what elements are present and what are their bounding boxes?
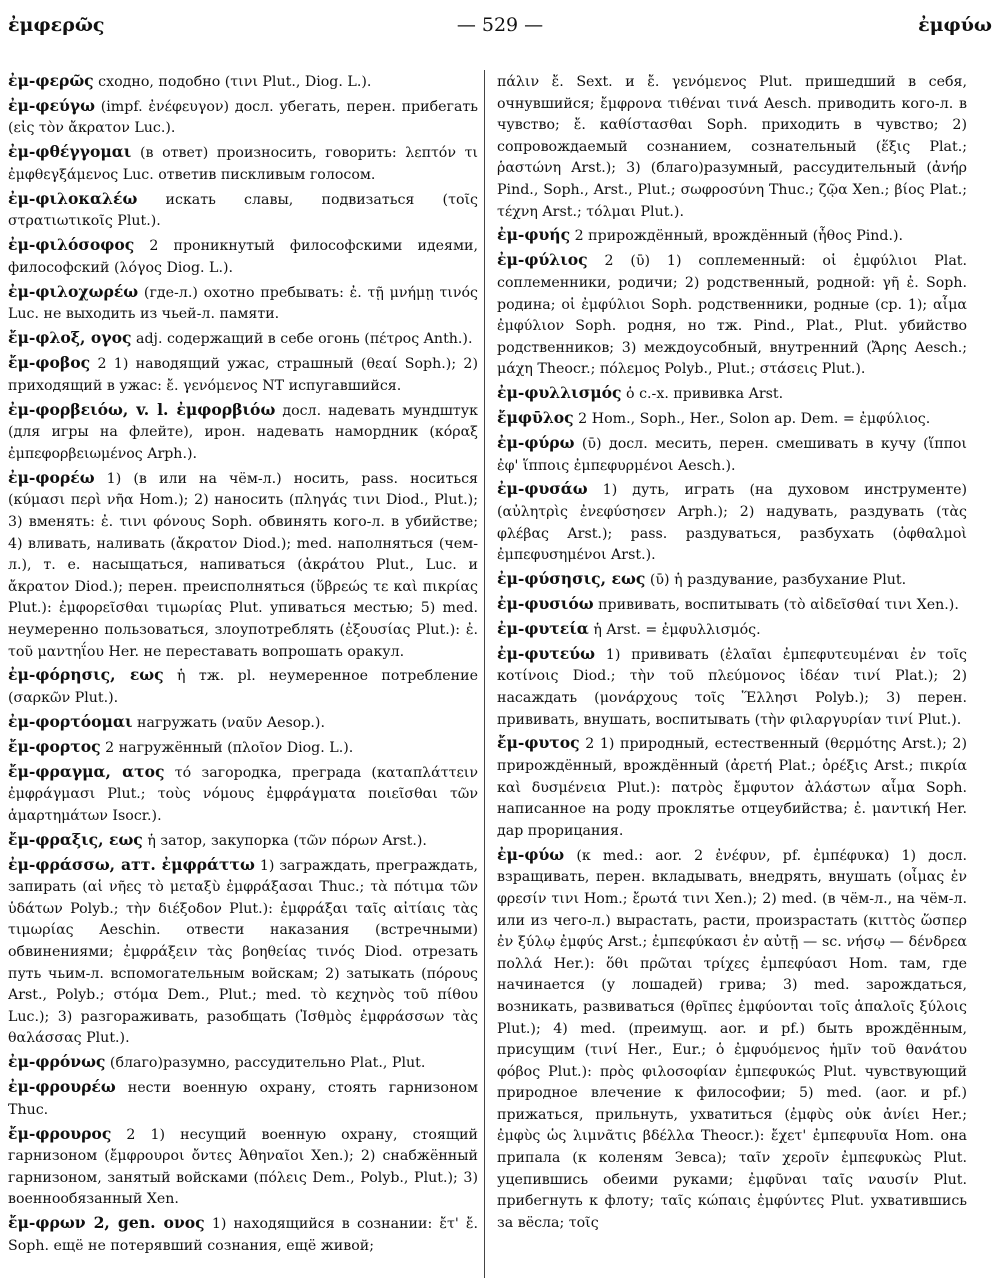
entry-headword: ἐμ-φιλοκαλέω <box>8 188 138 208</box>
entry-headword: ἔμφῡλος <box>497 408 574 428</box>
entry-headword: ἔμ-φρουρος <box>8 1123 112 1143</box>
dictionary-entry <box>497 844 967 1235</box>
dictionary-entry <box>497 618 967 642</box>
entry-headword: ἐμ-φιλοχωρέω <box>8 281 139 301</box>
entry-headword: ἐμ-φορτόομαι <box>8 711 133 731</box>
dictionary-entry <box>8 1076 478 1121</box>
entry-definition: нести военную охрану, стоять гарнизоном Thuc. <box>8 1080 478 1118</box>
entry-headword: ἐμ-φιλόσοφος <box>8 235 135 255</box>
dictionary-entry <box>8 761 478 828</box>
dictionary-entry <box>497 643 967 731</box>
entry-definition: прививать, воспитывать (τὸ αἰδεῖσθαί τινι Xen.). <box>593 597 959 614</box>
dictionary-entry <box>497 249 967 381</box>
dictionary-entry <box>497 593 967 617</box>
entry-definition: 2 прирождённый, врождённый (ἦθος Pind.). <box>570 228 904 245</box>
dictionary-entry <box>8 352 478 397</box>
entry-definition: 2 нагружённый (πλοῖον Diog. L.). <box>100 739 354 756</box>
right-column <box>497 70 967 1278</box>
entry-definition: 2 (ῡ) 1) соплеменный: οἱ ἐμφύλιοι Plat. соплеменники, родичи; 2) родственный, родной: γῆ ἐ. Soph. родина; οἱ ἐμφύλιοι Soph. родственники, родные (ср. 1); αἷμα ἐμφύλιον Soph. родня, но тж. Pind., Plat., Plut. убийство родственников; 3) междоусобный, внутренний (Ἄρης Aesch.; μάχη Theocr.; πόλεμος Polyb., Plut.; στάσεις Plut.). <box>497 253 967 378</box>
dictionary-entry <box>497 382 967 406</box>
entry-definition: нагружать (ναῦν Aesop.). <box>132 714 325 731</box>
dictionary-entry <box>8 281 478 326</box>
entry-definition: (в ответ) произносить, говорить: λεπτόν τι ἐμφθεγξάμενος Luc. ответив пискливым голосом. <box>8 145 478 183</box>
entry-headword: ἔμ-φραγμα, ατος <box>8 761 165 781</box>
entry-definition: 2 проникнутый философскими идеями, философский (λόγος Diog. L.). <box>8 238 478 276</box>
entry-definition: 2 1) несущий военную охрану, стоящий гарнизоном (ἔμφρουροι ὄντες Ἀθηναῖοι Xen.); 2) снабжённый гарнизоном, занятый войсками (πόλεις Dem., Polyb., Plut.); 3) военнообязанный Xen. <box>8 1126 478 1208</box>
entry-headword: ἐμ-φρόνως <box>8 1052 106 1072</box>
entry-headword: ἐμ-φυτεία <box>497 618 589 638</box>
entry-definition: adj. содержащий в себе огонь (πέτρος Anth.). <box>131 331 473 348</box>
entry-definition: 1) прививать (ἐλαῖαι ἐμπεφυτευμέναι ἐν τοῖς κοτίνοις Diod.; τὴν τοῦ πλεύμονος ἰδέαν τινί Plat.); 2) насаждать (μονάρχους τοῖς Ἕλλησι Polyb.); 3) перен. прививать, внушать, воспитывать (τὴν φιλαργυρίαν τινί Plut.). <box>497 646 967 728</box>
entry-definition: 1) находящийся в сознании: ἔτ' ἔ. Soph. ещё не потерявший сознания, ещё живой; <box>8 1216 478 1254</box>
dictionary-entry <box>497 70 967 223</box>
entry-definition: ἡ затор, закупорка (τῶν πόρων Arst.). <box>142 832 427 849</box>
header-left-word: ἐμφερῶς <box>8 14 105 36</box>
entry-headword: ἐμ-φράσσω, атт. ἐμφράττω <box>8 854 255 874</box>
entry-definition: τό загородка, преграда (καταπλάττειν ἐμφράγμασι Plut.; τοὺς νόμους ἐμφράγματα ποιεῖσθαι τῶν ἁμαρτημάτων Isocr.). <box>8 764 478 824</box>
dictionary-entry <box>497 568 967 592</box>
dictionary-entry <box>8 95 478 140</box>
dictionary-entry <box>8 1123 478 1211</box>
entry-headword: ἐμ-φυσάω <box>497 479 588 499</box>
page-header <box>8 14 992 44</box>
entry-headword: ἐμ-φύσησις, εως <box>497 569 646 589</box>
entry-definition: (где-л.) охотно пребывать: ἐ. τῇ μνήμῃ τινός Luc. не выходить из чьей-л. памяти. <box>8 284 478 323</box>
entry-headword: ἔμ-φραξις, εως <box>8 829 143 849</box>
dictionary-entry <box>8 1212 478 1257</box>
dictionary-entry <box>8 711 478 735</box>
dictionary-entry <box>8 141 478 186</box>
dictionary-entry <box>8 829 478 853</box>
entry-definition: (ῡ) ἡ раздувание, разбухание Plut. <box>645 572 907 589</box>
entry-definition: ὁ с.-х. прививка Arst. <box>621 386 784 403</box>
entry-definition: искать славы, подвизаться (τοῖς στρατιωτικοῖς Plut.). <box>8 191 478 230</box>
entry-definition: ἡ Arst. = ἐμφυλλισμός. <box>588 621 761 638</box>
dictionary-entry <box>497 224 967 248</box>
entry-headword: ἐμ-φυλλισμός <box>497 383 622 403</box>
entry-definition: 2 Hom., Soph., Her., Solon ap. Dem. = ἐμφύλιος. <box>573 411 931 428</box>
entry-definition: досл. надевать мундштук (для игры на флейте), ирон. надевать намордник (κόραξ ἐμπεφορβειωμένος Arph.). <box>8 402 478 462</box>
entry-headword: ἐμ-φυής <box>497 225 571 245</box>
dictionary-entry <box>8 736 478 760</box>
entry-definition: (ῡ) досл. месить, перен. смешивать в кучу (ἵπποι ἐφ' ἵπποις ἐμπεφυρμένοι Aesch.). <box>497 435 967 474</box>
dictionary-entry <box>497 732 967 842</box>
entry-headword: ἔμ-φυτος <box>497 733 580 753</box>
entry-definition: πάλιν ἔ. Sext. и ἔ. γενόμενος Plut. пришедший в себя, очнувшийся; ἔμφρονα τιθέναι τινά Aesch. приводить кого-л. в чувство; ἔ. καθίστασθαι Soph. приходить в чувство; 2) сопровождаемый сознанием, сознательный (ἕξις Plat.; ῥαστώνη Arst.); 3) (благо)разумный, рассудительный (ἀνήρ Pind., Soph., Arst., Plut.; σωφροσύνη Thuc.; ζῷα Xen.; βίος Plat.; τέχνη Arst.; τόλμαι Plut.). <box>497 74 967 220</box>
dictionary-entry <box>8 234 478 279</box>
entry-headword: ἐμ-φύλιος <box>497 250 588 270</box>
entry-headword: ἐμ-φθέγγομαι <box>8 142 132 162</box>
dictionary-entry <box>8 664 478 709</box>
entry-definition: 1) дуть, играть (на духовом инструменте) (αὐλητρὶς ἐνεφύσησεν Arph.); 2) надувать, раздувать (τὰς φλέβας Arst.); pass. раздуваться, разбухать (ὀφθαλμοὶ ἐμπεφυσημένοι Arst.). <box>497 482 967 564</box>
dictionary-entry <box>497 478 967 566</box>
dictionary-entry <box>497 407 967 431</box>
entry-headword: ἔμ-φρων 2, gen. ονος <box>8 1213 205 1233</box>
dictionary-entry <box>8 399 478 466</box>
entry-headword: ἐμ-φύω <box>497 844 565 864</box>
entry-headword: ἔμ-φλοξ, ογος <box>8 328 132 348</box>
entry-headword: ἐμ-φρουρέω <box>8 1077 116 1097</box>
dictionary-entry <box>8 467 478 663</box>
dictionary-entry <box>8 854 478 1050</box>
left-column <box>8 70 478 1278</box>
entry-headword: ἐμ-φυσιόω <box>497 594 594 614</box>
entry-headword: ἔμ-φορτος <box>8 736 101 756</box>
entry-headword: ἐμ-φύρω <box>497 432 575 452</box>
page-number: — 529 — <box>456 14 544 36</box>
entry-definition: сходно, подобно (τινι Plut., Diog. L.). <box>93 74 372 90</box>
entry-headword: ἐμ-φυτεύω <box>497 643 595 663</box>
entry-headword: ἐμ-φεύγω <box>8 95 95 115</box>
header-right-word: ἐμφύω <box>918 14 992 36</box>
entry-definition: 1) заграждать, преграждать, запирать (αἱ νῆες τὸ μεταξὺ ἐμφράξασαι Thuc.; τὰ πότιμα τῶν ὑδάτων Polyb.; τὴν διέξοδον Plut.): ἐμφράξαι ταῖς αἰτίαις τὰς τιμωρίας Aeschin. отвести наказания (встречными) обвинениями; ἐμφράξειν τὰς βοηθείας τινός Diod. отрезать путь чьим-л. вспомогательным войскам; 2) затыкать (πόρους Arst., Polyb.; στόμα Dem., Plut.; med. τὸ κεχηνὸς τοῦ πίθου Luc.); 3) разгораживать, разобщать (Ἰσθμὸς ἐμφράσσων τὰς θαλάσσας Plut.). <box>8 857 478 1047</box>
entry-headword: ἔμ-φοβος <box>8 353 91 373</box>
dictionary-entry <box>8 1051 478 1075</box>
column-divider <box>484 70 485 1278</box>
dictionary-entry <box>497 432 967 477</box>
dictionary-entry <box>8 188 478 233</box>
entry-headword: ἐμ-φερῶς <box>8 71 94 90</box>
entry-definition: (к med.: aor. 2 ἐνέφυν, pf. ἐμπέφυκα) 1) досл. взращивать, перен. вкладывать, внедрять, внушать (οἶμας ἐν φρεσίν τινι Hom.; ἔρωτά τινι Xen.); 2) med. (в чём-л., на чём-л. или из чего-л.) вырастать, расти, произрастать (κιττὸς ὥσπερ ἐν ξύλῳ ἐμφύς Arst.; ἐμπεφύκασι ἐν αὐτῇ — sc. νήσῳ — δένδρεα πολλά Her.): ὅθι πρῶται τρίχες ἐμπεφύασι Hom. там, где начинается (у лошадей) грива; 3) med. зарождаться, возникать, развиваться (θρῖπες ἐμφύονται τοῖς ἁπαλοῖς ξύλοις Plut.); 4) med. (преимущ. aor. и pf.) быть врождённым, присущим (τινί Her., Eur.; ὁ ἐμφυόμενος ἡμῖν τοῦ θανάτου φόβος Plut.): πρὸς φιλοσοφίαν ἐμπεφυκώς Plut. чувствующий природное влечение к философии; 5) med. (aor. и pf.) прижаться, прильнуть, ухватиться (ἐμφὺς οὐκ ἀνίει Her.; ἐμφὺς ὡς λιμνᾶτις βδέλλα Theocr.): ἔχετ' ἐμπεφυυῖα Hom. она припала (к коленям Зевса); ταῖν χεροῖν ἐμπεφυκὼς Plut. уцепившись обеими руками; ἐμφῦναι ταῖς ναυσίν Plut. прибегнуть к флоту; ταῖς κώπαις ἐμφύντες Plut. ухватившись за вёсла; τοῖς <box>497 847 967 1231</box>
entry-definition: 2 1) наводящий ужас, страшный (θεαί Soph.); 2) приходящий в ужас: ἔ. γενόμενος NT испугавшийся. <box>8 356 478 394</box>
entry-definition: (благо)разумно, рассудительно Plat., Plut. <box>105 1055 426 1072</box>
entry-definition: 2 1) природный, естественный (θερμότης Arst.); 2) прирождённый, врождённый (ἀρετή Plat.; ὀρέξις Arst.; πικρία καὶ δυσμένεια Plut.): πατρὸς ἔμφυτον ἀλάστων αἷμα Soph. написанное на роду проклятье отцеубийства; ἐ. μαντική Her. дар прорицания. <box>497 736 967 839</box>
entry-headword: ἐμ-φόρησις, εως <box>8 665 164 685</box>
entry-definition: (impf. ἐνέφευγον) досл. убегать, перен. прибегать (εἰς τὸν ἄκρατον Luc.). <box>8 98 478 137</box>
entry-headword: ἐμ-φορέω <box>8 467 95 487</box>
dictionary-entry <box>8 70 478 94</box>
entry-definition: 1) (в или на чём-л.) носить, pass. носиться (κύμασι περὶ νῆα Hom.); 2) наносить (πληγάς τινι Diod., Plut.); 3) вменять: ἐ. τινι φόνους Soph. обвинять кого-л. в убийстве; 4) вливать, наливать (ἄκρατον Diod.); med. наполняться (чем-л.), т. е. насыщаться, напиваться (ἀκράτου Plut., Luc. и ἄκρατον Diod.); перен. преисполняться (ὕβρεώς τε καὶ πικρίας Plut.): ἐμφορεῖσθαι τιμωρίας Plut. упиваться местью; 5) med. неумеренно пользоваться, злоупотреблять (ἐξουσίας Plut.): ἐ. τοῦ μαντηΐου Her. не переставать вопрошать оракул. <box>8 470 478 660</box>
dictionary-entry <box>8 327 478 351</box>
entry-definition: ἡ тж. pl. неумеренное потребление (σαρκῶν Plut.). <box>8 668 478 706</box>
entry-headword: ἐμ-φορβειόω, v. l. ἐμφορβιόω <box>8 399 276 419</box>
